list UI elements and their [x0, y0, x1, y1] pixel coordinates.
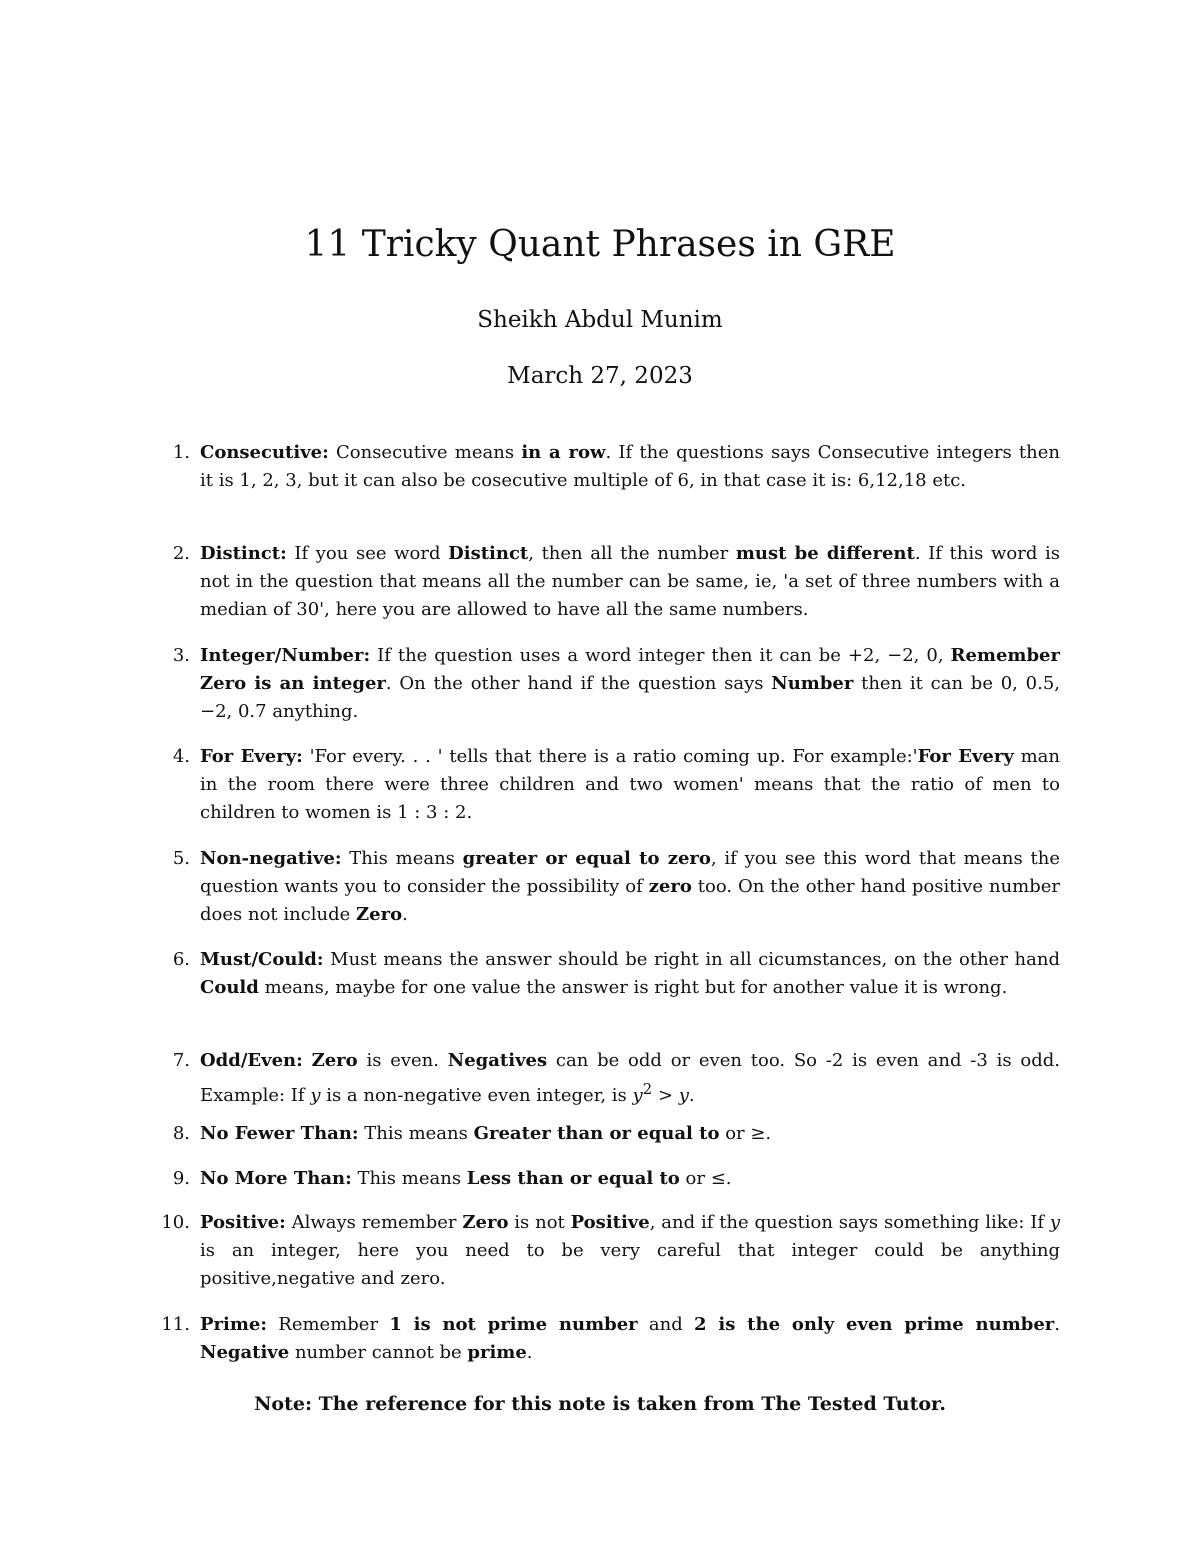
item-text-part: . If the questions says Consecutive integers then it is 1, 2, 3, but it can also be cosecutive multiple of 6, in that case it is: 6,12,18 etc. — [200, 442, 1061, 491]
item-emphasis: Greater than or equal to — [473, 1123, 720, 1144]
item-text-part: Always remember — [285, 1212, 463, 1233]
item-number: 10. — [161, 1212, 190, 1233]
item-term: Must/Could: — [200, 949, 324, 970]
list-item-for-every — [150, 743, 1060, 827]
item-text-part: If you see word — [286, 543, 449, 564]
item-emphasis: Could — [200, 977, 259, 998]
item-emphasis: Less than or equal to — [466, 1168, 680, 1189]
item-emphasis: For Every — [917, 746, 1014, 767]
item-text-part: or ≤. — [679, 1168, 732, 1189]
item-number: 6. — [172, 949, 190, 970]
item-text-part: 'For every. . . ' tells that there is a ratio coming up. For example:' — [302, 746, 918, 767]
item-number: 4. — [172, 746, 190, 767]
list-item-positive — [150, 1209, 1060, 1293]
item-text — [200, 540, 1060, 624]
item-term: Integer/Number: — [200, 645, 371, 666]
item-text-part: This means — [358, 1123, 474, 1144]
item-text-part: can be odd or even too. So -2 is even and -3 is odd. Example: If — [200, 1050, 1060, 1106]
list-item-odd-even — [150, 1047, 1060, 1110]
math-exponent: 2 — [642, 1080, 653, 1098]
list-item-non-negative — [150, 845, 1060, 929]
item-emphasis: in a row — [521, 442, 606, 463]
item-emphasis: Zero — [356, 904, 403, 925]
item-number: 8. — [172, 1123, 190, 1144]
item-text-part: is not — [508, 1212, 571, 1233]
item-term: For Every: — [200, 746, 303, 767]
item-text-part: , then all the number — [528, 543, 736, 564]
item-number: 3. — [172, 645, 190, 666]
item-text-part: Must means the answer should be right in all cicumstances, on the other hand — [323, 949, 1060, 970]
document-title: 11 Tricky Quant Phrases in GRE — [304, 224, 896, 265]
item-text — [200, 1120, 1060, 1148]
item-text — [200, 946, 1060, 1002]
item-text — [200, 845, 1060, 929]
item-number: 9. — [172, 1168, 190, 1189]
item-emphasis: zero — [648, 876, 692, 897]
item-text-part: Consecutive means — [328, 442, 522, 463]
item-text-part: . — [688, 1085, 695, 1106]
item-emphasis: prime — [467, 1342, 527, 1363]
item-text — [200, 642, 1060, 726]
item-text-part: . If this word is not in the question that means all the number can be same, ie, 'a set of three numbers with a median of 30', here you are allowed to have all the same numbers. — [200, 543, 1060, 620]
reference-note: Note: The reference for this note is taken from The Tested Tutor. — [254, 1393, 946, 1415]
item-term: Non-negative: — [200, 848, 342, 869]
item-text-part: is an integer, here you need to be very careful that integer could be anything positive,negative and zero. — [200, 1240, 1060, 1289]
document-date: March 27, 2023 — [507, 363, 693, 389]
item-text-part: man in the room there were three children and two women' means that the ratio of men to children to women is 1 : 3 : 2. — [200, 746, 1060, 823]
item-text-part: > — [652, 1085, 679, 1106]
item-term: Prime: — [200, 1314, 267, 1335]
item-emphasis: greater or equal to zero — [462, 848, 711, 869]
item-number: 2. — [172, 543, 190, 564]
item-term: No Fewer Than: — [200, 1123, 359, 1144]
item-text-part: is a non-negative even integer, is — [320, 1085, 633, 1106]
item-emphasis: Negatives — [447, 1050, 548, 1071]
item-term: Odd/Even: — [200, 1050, 303, 1071]
list-item-no-fewer-than — [150, 1120, 1060, 1148]
item-number: 5. — [172, 848, 190, 869]
item-term: Positive: — [200, 1212, 286, 1233]
item-emphasis: Negative — [200, 1342, 290, 1363]
item-emphasis: Zero — [462, 1212, 509, 1233]
item-text-part: , and if the question says something like: If — [649, 1212, 1050, 1233]
item-emphasis: Zero — [311, 1050, 358, 1071]
item-text-part: . — [402, 904, 408, 925]
item-text-part: means, maybe for one value the answer is right but for another value it is wrong. — [258, 977, 1008, 998]
item-number: 7. — [172, 1050, 190, 1071]
list-item-consecutive — [150, 439, 1060, 495]
item-text-part: is even. — [357, 1050, 448, 1071]
item-text-part: too. On the other hand positive number does not include — [200, 876, 1061, 925]
item-text — [200, 743, 1060, 827]
document-author: Sheikh Abdul Munim — [477, 307, 723, 333]
math-variable: y — [310, 1085, 321, 1106]
item-text-part: number cannot be — [289, 1342, 468, 1363]
item-text-part: . — [1054, 1314, 1061, 1335]
item-text — [200, 1165, 1060, 1193]
item-term: Consecutive: — [200, 442, 329, 463]
math-variable: y — [1049, 1212, 1061, 1233]
item-text — [200, 1311, 1060, 1367]
item-text — [200, 439, 1060, 495]
item-text-part: and — [637, 1314, 695, 1335]
item-term: No More Than: — [200, 1168, 352, 1189]
item-text-part: or ≥. — [719, 1123, 772, 1144]
item-text-part: If the question uses a word integer then it can be +2, −2, 0, — [370, 645, 951, 666]
item-term: Distinct: — [200, 543, 287, 564]
list-item-no-more-than — [150, 1165, 1060, 1193]
item-text-part: then it can be 0, 0.5, −2, 0.7 anything. — [200, 673, 1060, 722]
item-emphasis: Number — [771, 673, 854, 694]
item-number: 1. — [172, 442, 190, 463]
item-emphasis: Distinct — [448, 543, 529, 564]
item-text — [200, 1047, 1060, 1110]
item-text-part: This means — [351, 1168, 467, 1189]
list-item-must-could — [150, 946, 1060, 1002]
item-emphasis: Positive — [570, 1212, 650, 1233]
item-text-part: , if you see this word that means the question wants you to consider the possibility of — [200, 848, 1060, 897]
item-text — [200, 1209, 1060, 1293]
list-item-integer-number — [150, 642, 1060, 726]
item-number: 11. — [161, 1314, 190, 1335]
item-emphasis: Remember Zero is an integer — [200, 645, 1060, 694]
item-text-part: . — [526, 1342, 533, 1363]
item-emphasis: 2 is the only even prime number — [694, 1314, 1055, 1335]
item-text-part: Remember — [267, 1314, 390, 1335]
math-variable: y — [678, 1085, 689, 1106]
item-text-part: . On the other hand if the question says — [385, 673, 772, 694]
item-text-part: This means — [341, 848, 463, 869]
list-item-prime — [150, 1311, 1060, 1367]
item-emphasis: 1 is not prime number — [389, 1314, 638, 1335]
list-item-distinct — [150, 540, 1060, 624]
item-emphasis: must be different — [735, 543, 915, 564]
math-variable: y — [632, 1085, 643, 1106]
